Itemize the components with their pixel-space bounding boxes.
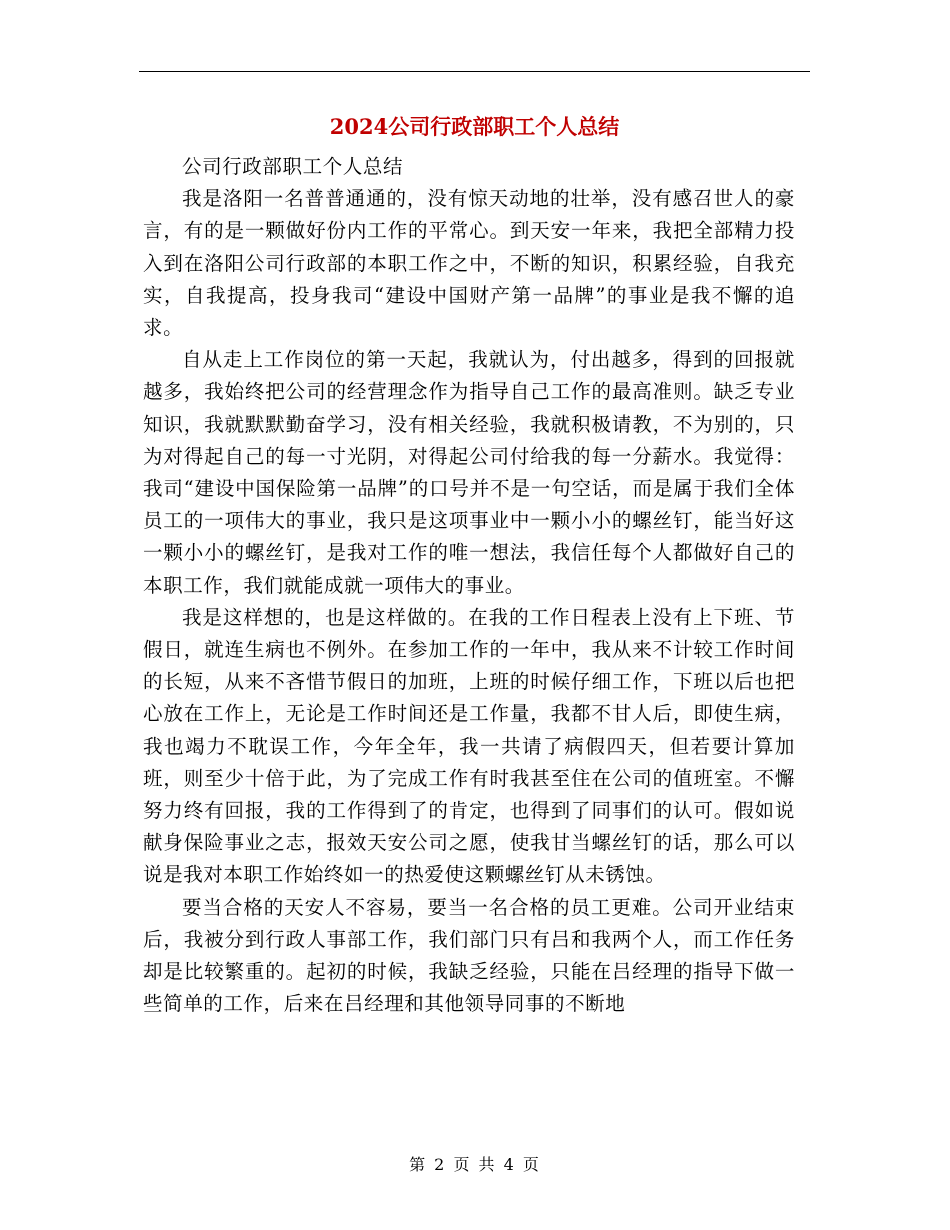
paragraph: 自从走上工作岗位的第一天起，我就认为，付出越多，得到的回报就越多，我始终把公司的经营理念作为指导自己工作的最高准则。缺乏专业知识，我就默默勤奋学习，没有相关经验，我就积极请教，不为别的，只为对得起自己的每一寸光阴，对得起公司付给我的每一分薪水。我觉得：我司“建设中国保险第一品牌”的口号并不是一句空话，而是属于我们全体员工的一项伟大的事业，我只是这项事业中一颗小小的螺丝钉，能当好这一颗小小的螺丝钉，是我对工作的唯一想法，我信任每个人都做好自己的本职工作，我们就能成就一项伟大的事业。	[143, 348, 795, 597]
page-number: 第 2 页 共 4 页	[409, 1155, 541, 1174]
document-body	[143, 151, 795, 1020]
document-title: 2024公司行政部职工个人总结	[329, 114, 620, 139]
paragraph: 我是洛阳一名普普通通的，没有惊天动地的壮举，没有感召世人的豪言，有的是一颗做好份内工作的平常心。到天安一年来，我把全部精力投入到在洛阳公司行政部的本职工作之中，不断的知识，积累经验，自我充实，自我提高，投身我司“建设中国财产第一品牌”的事业是我不懈的追求。	[143, 187, 795, 340]
paragraph: 要当合格的天安人不容易，要当一名合格的员工更难。公司开业结束后，我被分到行政人事部工作，我们部门只有吕和我两个人，而工作任务却是比较繁重的。起初的时候，我缺乏经验，只能在吕经理的指导下做一些简单的工作，后来在吕经理和其他领导同事的不断地	[143, 895, 795, 1016]
header-rule	[139, 71, 810, 72]
paragraph-subtitle: 公司行政部职工个人总结	[182, 155, 404, 178]
paragraph: 我是这样想的，也是这样做的。在我的工作日程表上没有上下班、节假日，就连生病也不例外。在参加工作的一年中，我从来不计较工作时间的长短，从来不吝惜节假日的加班，上班的时候仔细工作，下班以后也把心放在工作上，无论是工作时间还是工作量，我都不甘人后，即使生病，我也竭力不耽误工作，今年全年，我一共请了病假四天，但若要计算加班，则至少十倍于此，为了完成工作有时我甚至住在公司的值班室。不懈努力终有回报，我的工作得到了的肯定，也得到了同事们的认可。假如说献身保险事业之志，报效天安公司之愿，使我甘当螺丝钉的话，那么可以说是我对本职工作始终如一的热爱使这颗螺丝钉从未锈蚀。	[143, 605, 795, 887]
